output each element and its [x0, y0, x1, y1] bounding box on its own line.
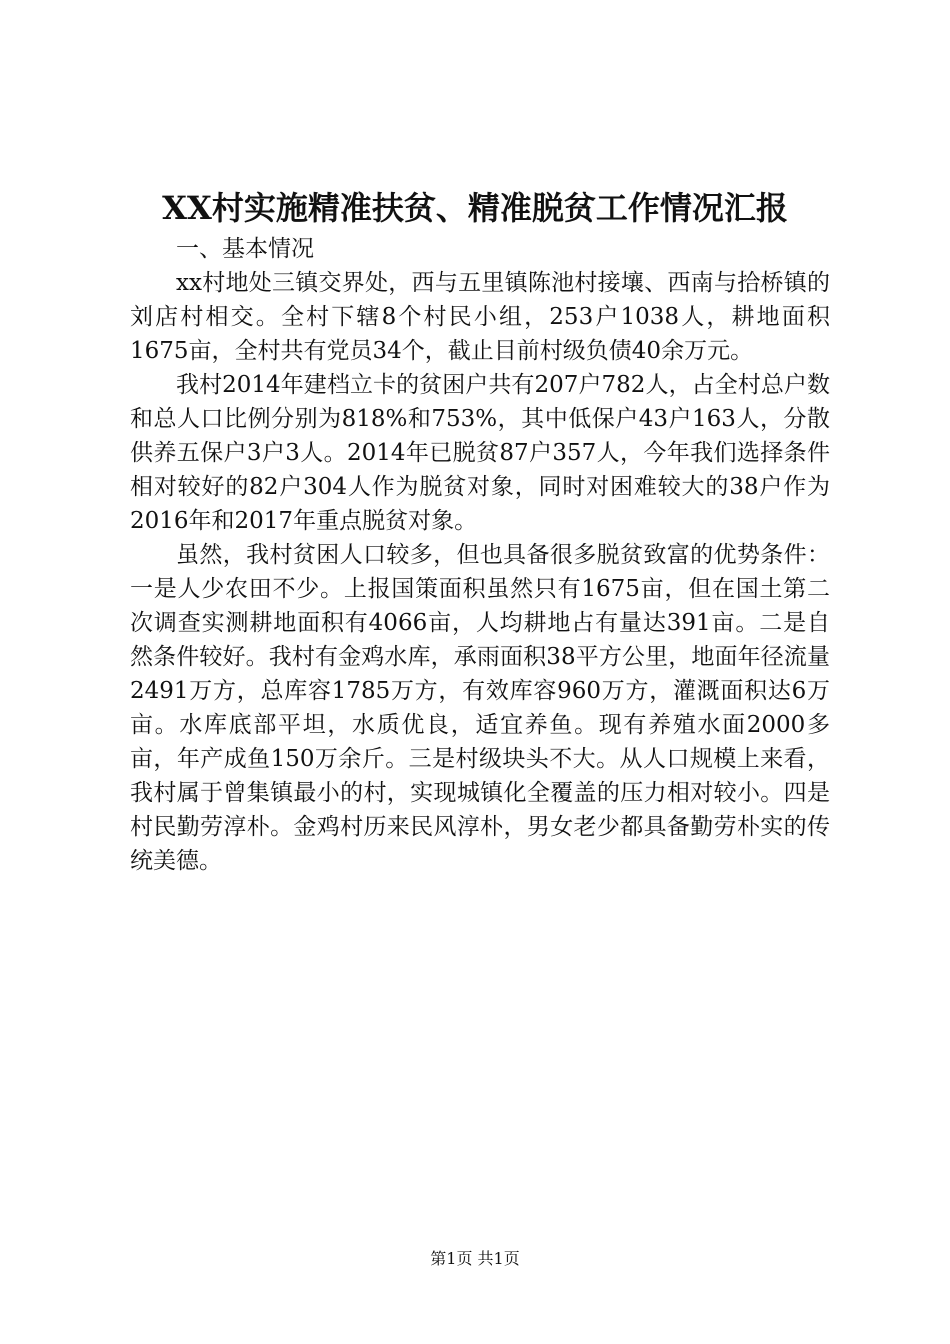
- page-footer: 第1页 共1页: [430, 1249, 520, 1268]
- section-heading: 一、基本情况: [176, 236, 314, 262]
- paragraph-advantages: 虽然，我村贫困人口较多，但也具备很多脱贫致富的优势条件：一是人少农田不少。上报国策面积虽然只有1675亩，但在国土第二次调查实测耕地面积有4066亩，人均耕地占有量达391亩。二是自然条件较好。我村有金鸡水库，承雨面积38平方公里，地面年径流量2491万方，总库容1785万方，有效库容960万方，灌溉面积达6万亩。水库底部平坦，水质优良，适宜养鱼。现有养殖水面2000多亩，年产成鱼150万余斤。三是村级块头不大。从人口规模上来看，我村属于曾集镇最小的村，实现城镇化全覆盖的压力相对较小。四是村民勤劳淳朴。金鸡村历来民风淳朴，男女老少都具备勤劳朴实的传统美德。: [130, 542, 830, 874]
- paragraph-poverty-stats: 我村2014年建档立卡的贫困户共有207户782人，占全村总户数和总人口比例分别为818%和753%，其中低保户43户163人，分散供养五保户3户3人。2014年已脱贫87户357人，今年我们选择条件相对较好的82户304人作为脱贫对象，同时对困难较大的38户作为2016年和2017年重点脱贫对象。: [130, 372, 830, 534]
- document-title: XX村实施精准扶贫、精准脱贫工作情况汇报: [162, 189, 788, 227]
- document-body: [130, 232, 830, 878]
- paragraph-basic-info: xx村地处三镇交界处，西与五里镇陈池村接壤、西南与拾桥镇的刘店村相交。全村下辖8个村民小组，253户1038人，耕地面积1675亩，全村共有党员34个，截止目前村级负债40余万元。: [130, 270, 830, 364]
